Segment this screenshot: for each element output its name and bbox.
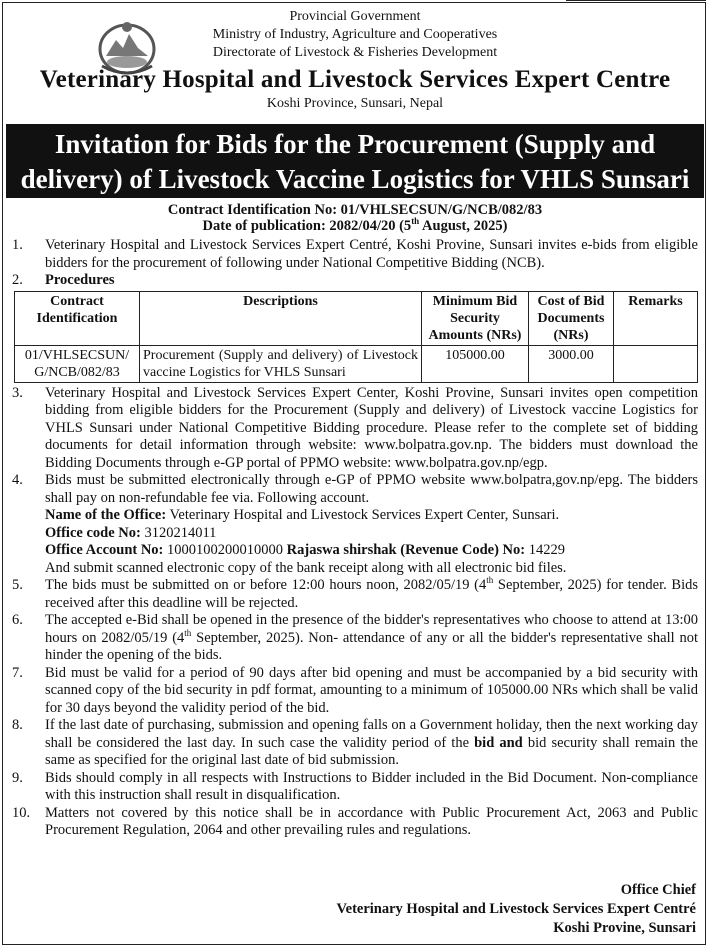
clause-number: 6. xyxy=(12,612,23,628)
office-name: Veterinary Hospital and Livestock Services Expert Centre xyxy=(39,66,671,93)
header-line-2: Ministry of Industry, Agriculture and Cooperatives xyxy=(212,27,498,42)
clause-text: Veterinary Hospital and Livestock Services Expert Center, Koshi Provine, Sunsari invites open competition bidding from eligible bidders for the Procurement (Supply and delivery) of Livestock vaccine Logistics for VHLS Sunsari under National Competitive Bidding procedure. Please refer to the complete set of bidding documents for detail information through website: www.bolpatra.gov.np. The bidders must download the Bidding Documents through e-GP portal of PPMO website: www.bolpatra.gov.np/egp. xyxy=(45,384,698,471)
clause-text: Veterinary Hospital and Livestock Services Expert Centré, Koshi Provine, Sunsari invites e-bids from eligible bidders for the procurement of following under National Competitive Bidding (NCB). xyxy=(45,237,698,271)
clause-number: 8. xyxy=(12,717,23,733)
banner-line-2: delivery) of Livestock Vaccine Logistics for VHLS Sunsari xyxy=(20,164,690,194)
date-suffix: August, 2025) xyxy=(419,218,508,234)
table-cell: 01/VHLSECSUN/ G/NCB/082/83 xyxy=(15,345,140,382)
account-line xyxy=(12,542,698,560)
clause-sup: th xyxy=(184,627,192,638)
clause-text: If the last date of purchasing, submission and opening falls on a Government holiday, then the next working day shall be considered the last day. In such case the validity period of the xyxy=(45,717,698,751)
clause-2 xyxy=(12,272,698,290)
clause-text: bid security shall remain the same as specified for the original last date of bid submission. xyxy=(45,734,698,768)
table-header: Minimum Bid Security Amounts (NRs) xyxy=(422,291,529,345)
signatory-location: Koshi Provine, Sunsari xyxy=(553,920,696,936)
clause-6 xyxy=(12,612,698,665)
contract-meta xyxy=(0,202,710,234)
clause-number: 4. xyxy=(12,472,23,488)
field-value: 3120214011 xyxy=(140,524,217,541)
field-value: 1000100200010000 xyxy=(163,542,287,558)
top-right-rule xyxy=(566,0,706,1)
office-code-line xyxy=(12,525,698,543)
clause-text: September, 2025) for tender. Bids received after this deadline will be rejected. xyxy=(45,577,698,611)
table-header: Remarks xyxy=(614,291,698,345)
clause-number: 1. xyxy=(12,237,23,253)
date-prefix: Date of publication: 2082/04/20 (5 xyxy=(202,218,412,234)
clause-number: 3. xyxy=(12,384,23,401)
table-cell: Procurement (Supply and delivery) of Livestock vaccine Logistics for VHLS Sunsari xyxy=(140,345,422,382)
procedures-table xyxy=(14,291,698,383)
table-header: Descriptions xyxy=(140,291,422,345)
banner-line-1: Invitation for Bids for the Procurement (Supply and xyxy=(54,129,656,159)
clause-text: September, 2025). Non- attendance of any or all the bidder's representative shall not hinder the opening of the bids. xyxy=(45,629,698,663)
office-name-line xyxy=(12,507,698,525)
notice-body xyxy=(12,237,698,840)
signature-block xyxy=(337,881,697,938)
clause-8 xyxy=(12,717,698,770)
header-line-1: Provincial Government xyxy=(289,9,421,24)
clause-number: 7. xyxy=(12,664,23,681)
clause-text: Matters not covered by this notice shall be in accordance with Public Procurement Act, 2063 and Public Procurement Regulation, 2064 and other prevailing rules and regulations. xyxy=(45,804,698,838)
table-cell xyxy=(614,345,698,382)
table-cell: 3000.00 xyxy=(529,345,614,382)
table-row xyxy=(15,345,698,382)
field-label: Rajaswa shirshak (Revenue Code) No: xyxy=(286,542,526,558)
clause-10 xyxy=(12,805,698,840)
clause-9 xyxy=(12,770,698,805)
clause-4-tail: And submit scanned electronic copy of the bank receipt along with all electronic bid files. xyxy=(45,559,567,576)
clause-text: Bid must be valid for a period of 90 days after bid opening and must be accompanied by a bid security with scanned copy of the bid security in pdf format, amounting to a minimum of 105000.00 NRs which shall be valid for 30 days beyond the validity period of the bid. xyxy=(45,664,698,716)
clause-text: The bids must be submitted on or before 12:00 hours noon, 2082/05/19 (4 xyxy=(45,577,487,593)
clause-number: 9. xyxy=(12,769,23,786)
signatory-title: Office Chief xyxy=(620,882,696,898)
signatory-office: Veterinary Hospital and Livestock Services Expert Centré xyxy=(336,901,696,917)
clause-1 xyxy=(12,237,698,272)
clause-number: 5. xyxy=(12,577,23,593)
clause-text: Bids should comply in all respects with Instructions to Bidder included in the Bid Document. Non-compliance with this instruction shall result in disqualification. xyxy=(45,769,698,803)
table-cell: 105000.00 xyxy=(422,345,529,382)
clause-5 xyxy=(12,577,698,612)
letterhead xyxy=(0,8,710,112)
table-header: Contract Identification xyxy=(15,291,140,345)
field-label: Office Account No: xyxy=(45,542,164,558)
clause-text: The accepted e-Bid shall be opened in the presence of the bidder's representatives who choose to attend at 13:00 hours on 2082/05/19 (4 xyxy=(45,612,698,646)
field-label: Office code No: xyxy=(45,524,141,541)
table-header: Cost of Bid Documents (NRs) xyxy=(529,291,614,345)
clause-bold: bid and xyxy=(474,734,523,751)
table-header-row xyxy=(15,291,698,345)
date-sup: th xyxy=(411,216,420,227)
clause-text: Bids must be submitted electronically through e-GP of PPMO website www.bolpatra,gov.np/epg. The bidders shall pay on non-refundable fee via. Following account. xyxy=(45,472,698,506)
office-address: Koshi Province, Sunsari, Nepal xyxy=(266,96,444,111)
clause-sup: th xyxy=(486,575,494,586)
field-value: Veterinary Hospital and Livestock Services Expert Center, Sunsari. xyxy=(166,507,560,523)
clause-heading: Procedures xyxy=(45,272,115,288)
field-value: 14229 xyxy=(525,542,565,558)
contract-id-line: Contract Identification No: 01/VHLSECSUN/G/NCB/082/83 xyxy=(167,202,543,218)
clause-number: 2. xyxy=(12,272,23,288)
clause-4 xyxy=(12,472,698,507)
field-label: Name of the Office: xyxy=(45,507,167,523)
clause-number: 10. xyxy=(12,804,31,821)
header-line-3: Directorate of Livestock & Fisheries Development xyxy=(212,45,498,60)
clause-3 xyxy=(12,385,698,473)
publication-date-line xyxy=(0,218,710,234)
clause-7 xyxy=(12,665,698,718)
notice-title-banner xyxy=(6,124,704,198)
